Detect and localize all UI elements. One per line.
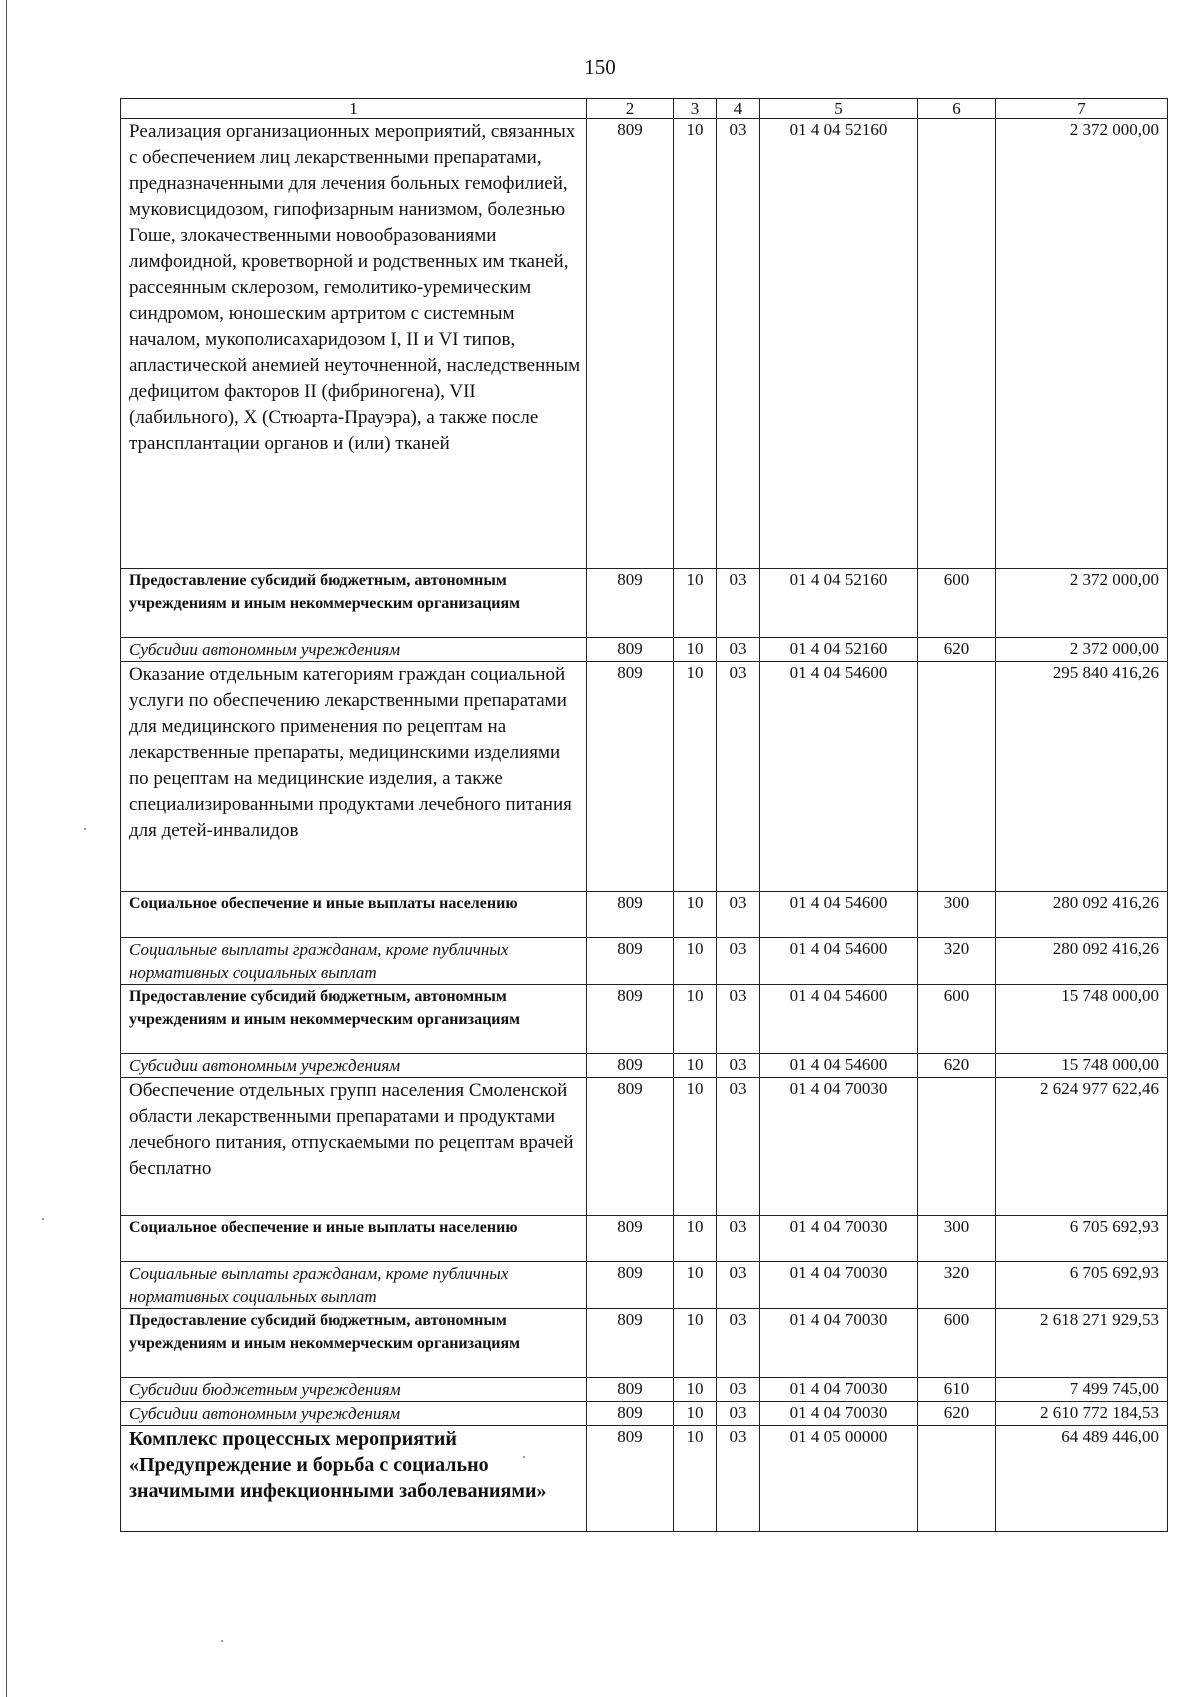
row-code-section: 10	[674, 569, 717, 638]
row-description: Социальные выплаты гражданам, кроме публичных нормативных социальных выплат	[121, 938, 587, 985]
scan-speck	[523, 1456, 525, 1458]
row-code-ministry: 809	[587, 638, 674, 662]
table-row	[121, 662, 1168, 892]
row-code-target: 01 4 04 70030	[760, 1262, 918, 1309]
scan-speck	[84, 828, 86, 830]
row-amount: 280 092 416,26	[996, 938, 1168, 985]
row-code-ministry: 809	[587, 119, 674, 569]
row-code-subsection: 03	[717, 1054, 760, 1078]
column-header: 5	[760, 99, 918, 119]
row-code-subsection: 03	[717, 1426, 760, 1532]
row-code-section: 10	[674, 1309, 717, 1378]
row-description: Социальные выплаты гражданам, кроме публичных нормативных социальных выплат	[121, 1262, 587, 1309]
row-amount: 6 705 692,93	[996, 1216, 1168, 1262]
row-code-subsection: 03	[717, 662, 760, 892]
row-amount: 2 372 000,00	[996, 569, 1168, 638]
row-code-target: 01 4 04 70030	[760, 1402, 918, 1426]
row-code-ministry: 809	[587, 1378, 674, 1402]
row-code-section: 10	[674, 1426, 717, 1532]
row-code-ministry: 809	[587, 662, 674, 892]
row-amount: 2 618 271 929,53	[996, 1309, 1168, 1378]
row-code-subsection: 03	[717, 1078, 760, 1216]
row-code-section: 10	[674, 662, 717, 892]
row-code-section: 10	[674, 638, 717, 662]
row-code-target: 01 4 04 54600	[760, 662, 918, 892]
row-amount: 15 748 000,00	[996, 985, 1168, 1054]
row-code-expense-type	[918, 1426, 996, 1532]
row-code-expense-type: 620	[918, 638, 996, 662]
row-code-subsection: 03	[717, 1378, 760, 1402]
row-code-expense-type	[918, 1078, 996, 1216]
scan-speck	[42, 1218, 44, 1220]
row-code-target: 01 4 04 70030	[760, 1378, 918, 1402]
row-code-subsection: 03	[717, 892, 760, 938]
table-row	[121, 638, 1168, 662]
row-amount: 7 499 745,00	[996, 1378, 1168, 1402]
page-number: 150	[584, 55, 616, 79]
column-header: 6	[918, 99, 996, 119]
row-code-ministry: 809	[587, 569, 674, 638]
row-code-expense-type: 620	[918, 1054, 996, 1078]
table-row	[121, 1078, 1168, 1216]
table-row	[121, 1378, 1168, 1402]
row-code-target: 01 4 04 54600	[760, 892, 918, 938]
row-code-subsection: 03	[717, 119, 760, 569]
row-code-section: 10	[674, 892, 717, 938]
row-code-target: 01 4 04 70030	[760, 1078, 918, 1216]
table-row	[121, 1426, 1168, 1532]
row-code-subsection: 03	[717, 938, 760, 985]
table-row	[121, 1402, 1168, 1426]
row-description: Оказание отдельным категориям граждан социальной услуги по обеспечению лекарственными препаратами для медицинского применения по рецептам на лекарственные препараты, медицинскими изделиями по рецептам на медицинские изделия, а также специализированными продуктами лечебного питания для детей-инвалидов	[121, 662, 587, 892]
row-description: Субсидии автономным учреждениям	[121, 1402, 587, 1426]
column-header: 4	[717, 99, 760, 119]
column-header-row	[121, 99, 1168, 119]
row-code-expense-type: 320	[918, 938, 996, 985]
row-code-subsection: 03	[717, 985, 760, 1054]
table-row	[121, 1216, 1168, 1262]
row-code-ministry: 809	[587, 1078, 674, 1216]
row-amount: 280 092 416,26	[996, 892, 1168, 938]
table-row	[121, 1262, 1168, 1309]
row-description: Социальное обеспечение и иные выплаты населению	[121, 892, 587, 938]
row-code-section: 10	[674, 938, 717, 985]
row-amount: 2 610 772 184,53	[996, 1402, 1168, 1426]
row-code-subsection: 03	[717, 1402, 760, 1426]
row-code-expense-type: 620	[918, 1402, 996, 1426]
row-description: Субсидии бюджетным учреждениям	[121, 1378, 587, 1402]
row-description: Предоставление субсидий бюджетным, автономным учреждениям и иным некоммерческим организациям	[121, 1309, 587, 1378]
row-description: Предоставление субсидий бюджетным, автономным учреждениям и иным некоммерческим организациям	[121, 985, 587, 1054]
row-description: Комплекс процессных мероприятий «Предупреждение и борьба с социально значимыми инфекционными заболеваниями»	[121, 1426, 587, 1532]
row-code-section: 10	[674, 985, 717, 1054]
row-amount: 64 489 446,00	[996, 1426, 1168, 1532]
row-code-ministry: 809	[587, 1262, 674, 1309]
table-row	[121, 1309, 1168, 1378]
row-description: Субсидии автономным учреждениям	[121, 1054, 587, 1078]
row-code-ministry: 809	[587, 985, 674, 1054]
row-description: Субсидии автономным учреждениям	[121, 638, 587, 662]
row-code-subsection: 03	[717, 638, 760, 662]
row-code-section: 10	[674, 1262, 717, 1309]
row-code-expense-type: 600	[918, 569, 996, 638]
row-amount: 2 372 000,00	[996, 119, 1168, 569]
row-amount: 15 748 000,00	[996, 1054, 1168, 1078]
page-left-edge	[6, 0, 7, 1697]
row-code-subsection: 03	[717, 569, 760, 638]
row-amount: 2 624 977 622,46	[996, 1078, 1168, 1216]
row-code-ministry: 809	[587, 938, 674, 985]
column-header: 1	[121, 99, 587, 119]
row-code-ministry: 809	[587, 1426, 674, 1532]
row-description: Предоставление субсидий бюджетным, автономным учреждениям и иным некоммерческим организациям	[121, 569, 587, 638]
row-code-expense-type	[918, 119, 996, 569]
row-code-target: 01 4 04 70030	[760, 1216, 918, 1262]
row-code-section: 10	[674, 1054, 717, 1078]
row-description: Обеспечение отдельных групп населения Смоленской области лекарственными препаратами и продуктами лечебного питания, отпускаемыми по рецептам врачей бесплатно	[121, 1078, 587, 1216]
row-code-target: 01 4 04 52160	[760, 638, 918, 662]
row-code-subsection: 03	[717, 1309, 760, 1378]
table-row	[121, 985, 1168, 1054]
row-code-ministry: 809	[587, 1309, 674, 1378]
row-code-section: 10	[674, 1378, 717, 1402]
column-header: 3	[674, 99, 717, 119]
row-code-subsection: 03	[717, 1216, 760, 1262]
column-header: 7	[996, 99, 1168, 119]
row-code-target: 01 4 04 54600	[760, 938, 918, 985]
row-code-section: 10	[674, 119, 717, 569]
column-header: 2	[587, 99, 674, 119]
row-code-target: 01 4 04 54600	[760, 1054, 918, 1078]
row-code-section: 10	[674, 1078, 717, 1216]
row-code-ministry: 809	[587, 892, 674, 938]
row-code-expense-type: 300	[918, 892, 996, 938]
row-amount: 2 372 000,00	[996, 638, 1168, 662]
row-code-target: 01 4 04 70030	[760, 1309, 918, 1378]
budget-table	[120, 98, 1168, 1532]
row-code-ministry: 809	[587, 1054, 674, 1078]
row-code-expense-type: 600	[918, 985, 996, 1054]
row-code-section: 10	[674, 1402, 717, 1426]
table-row	[121, 1054, 1168, 1078]
table-row	[121, 569, 1168, 638]
row-code-target: 01 4 05 00000	[760, 1426, 918, 1532]
row-code-ministry: 809	[587, 1402, 674, 1426]
row-code-expense-type: 300	[918, 1216, 996, 1262]
row-code-target: 01 4 04 54600	[760, 985, 918, 1054]
table-row	[121, 938, 1168, 985]
row-description: Социальное обеспечение и иные выплаты населению	[121, 1216, 587, 1262]
row-code-expense-type: 320	[918, 1262, 996, 1309]
row-code-target: 01 4 04 52160	[760, 119, 918, 569]
row-description: Реализация организационных мероприятий, связанных с обеспечением лиц лекарственными препаратами, предназначенными для лечения больных гемофилией, муковисцидозом, гипофизарным нанизмом, болезнью Гоше, злокачественными новообразованиями лимфоидной, кроветворной и родственных им тканей, рассеянным склерозом, гемолитико-уремическим синдромом, юношеским артритом с системным началом, мукополисахаридозом I, II и VI типов, апластической анемией неуточненной, наследственным дефицитом факторов II (фибриногена), VII (лабильного), X (Стюарта-Прауэра), а также после трансплантации органов и (или) тканей	[121, 119, 587, 569]
table-row	[121, 892, 1168, 938]
row-amount: 6 705 692,93	[996, 1262, 1168, 1309]
row-code-expense-type	[918, 662, 996, 892]
table-row	[121, 119, 1168, 569]
row-code-subsection: 03	[717, 1262, 760, 1309]
row-code-ministry: 809	[587, 1216, 674, 1262]
row-code-target: 01 4 04 52160	[760, 569, 918, 638]
row-code-section: 10	[674, 1216, 717, 1262]
row-amount: 295 840 416,26	[996, 662, 1168, 892]
row-code-expense-type: 600	[918, 1309, 996, 1378]
scan-speck	[221, 1640, 223, 1642]
row-code-expense-type: 610	[918, 1378, 996, 1402]
